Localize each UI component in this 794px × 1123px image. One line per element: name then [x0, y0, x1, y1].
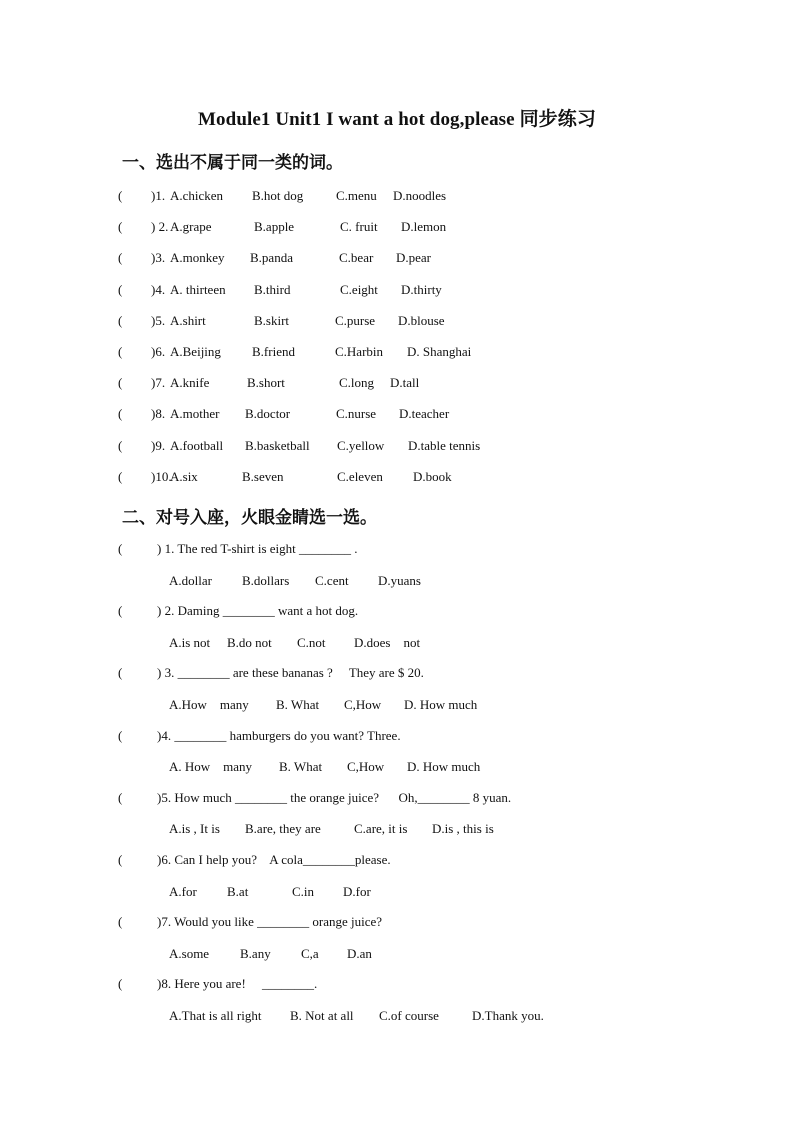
answer-blank: (: [118, 665, 123, 681]
option-d: D.an: [347, 945, 372, 961]
option-c: C,a: [301, 945, 319, 961]
question-number: )1.: [151, 188, 166, 203]
option-a: A.chicken: [170, 188, 224, 203]
question-stem: )7. Would you like ________ orange juice?: [157, 914, 383, 930]
option-c: C.menu: [336, 188, 377, 203]
option-a: A. How many: [169, 759, 253, 775]
option-d: D.table tennis: [408, 437, 481, 453]
option-c: C,How: [344, 696, 382, 712]
answer-blank: (: [118, 250, 123, 266]
question-number: )3.: [151, 250, 166, 266]
option-a: A.some: [169, 945, 210, 961]
option-a: A.is , It is: [169, 821, 220, 837]
question-number: )4.: [151, 281, 166, 297]
option-d: D. Shanghai: [407, 344, 472, 359]
answer-blank: (: [118, 312, 123, 328]
option-b: B. What: [276, 696, 320, 712]
question-number: )9.: [151, 437, 166, 453]
option-a: A.shirt: [170, 312, 206, 328]
option-c: C.Harbin: [335, 344, 384, 359]
option-b: B. What: [279, 759, 323, 775]
answer-blank: (: [118, 976, 123, 992]
question-number: )7.: [151, 375, 166, 391]
option-c: C.in: [292, 883, 315, 899]
option-d: D.is , this is: [432, 821, 494, 837]
answer-blank: (: [118, 603, 123, 619]
option-b: B.seven: [242, 468, 284, 484]
option-c: C.of course: [379, 1007, 439, 1023]
answer-blank: (: [118, 468, 123, 484]
answer-blank: (: [118, 219, 123, 235]
answer-blank: (: [118, 344, 123, 359]
option-b: B.panda: [250, 250, 293, 266]
option-d: D.tall: [390, 375, 420, 391]
option-d: D.thirty: [401, 281, 442, 297]
option-b: B.any: [240, 945, 271, 961]
option-d: D.noodles: [393, 188, 447, 203]
option-a: A.How many: [169, 696, 249, 712]
option-d: D.does not: [354, 634, 421, 650]
answer-blank: (: [118, 727, 123, 743]
answer-blank: (: [118, 188, 123, 203]
question-number: ) 2.: [151, 219, 169, 235]
option-c: C.eleven: [337, 468, 383, 484]
option-d: D.teacher: [399, 406, 450, 422]
option-b: B.skirt: [254, 312, 290, 328]
option-c: C.eight: [340, 281, 378, 297]
option-b: B.doctor: [245, 406, 291, 422]
question-number: )10.: [151, 468, 172, 484]
option-d: D.yuans: [378, 572, 421, 588]
option-b: B.are, they are: [245, 821, 321, 837]
answer-blank: (: [118, 541, 123, 556]
option-a: A.is not: [169, 634, 211, 650]
page-title: Module1 Unit1 I want a hot dog,please 同步练习: [198, 109, 596, 130]
option-c: C.long: [339, 375, 375, 391]
answer-blank: (: [118, 852, 123, 867]
question-stem: ) 2. Daming ________ want a hot dog.: [157, 603, 359, 619]
option-a: A.That is all right: [169, 1007, 262, 1023]
option-b: B.basketball: [245, 437, 310, 453]
option-c: C.nurse: [336, 406, 377, 422]
answer-blank: (: [118, 375, 123, 391]
question-stem: ) 3. ________ are these bananas ? They are $ 20.: [157, 665, 424, 681]
option-d: D.pear: [396, 250, 432, 266]
option-c: C. fruit: [340, 219, 378, 235]
option-b: B.short: [247, 375, 285, 391]
answer-blank: (: [118, 281, 123, 297]
option-a: A.football: [170, 437, 224, 453]
option-b: B.at: [227, 883, 249, 899]
option-a: A.knife: [170, 375, 210, 391]
option-c: C.bear: [339, 250, 374, 266]
option-d: D.for: [343, 883, 371, 899]
option-a: A.mother: [170, 406, 220, 422]
option-b: B.dollars: [242, 572, 290, 588]
question-number: )8.: [151, 406, 166, 422]
option-a: A.monkey: [170, 250, 225, 266]
section-1-heading: 一、选出不属于同一类的词。: [122, 153, 343, 173]
option-a: A.Beijing: [170, 344, 221, 359]
question-stem: )8. Here you are! ________.: [157, 976, 318, 992]
option-a: A.dollar: [169, 572, 212, 588]
option-a: A.grape: [170, 219, 212, 235]
option-b: B.third: [254, 281, 291, 297]
answer-blank: (: [118, 406, 123, 422]
question-stem: )4. ________ hamburgers do you want? Three.: [157, 727, 401, 743]
option-b: B.hot dog: [252, 188, 304, 203]
question-number: )5.: [151, 312, 166, 328]
option-b: B.do not: [227, 634, 272, 650]
option-d: D.lemon: [401, 219, 447, 235]
option-a: A.six: [170, 468, 198, 484]
option-b: B.friend: [252, 344, 295, 359]
question-stem: ) 1. The red T-shirt is eight ________ .: [157, 541, 358, 556]
option-d: D.blouse: [398, 312, 445, 328]
answer-blank: (: [118, 437, 123, 453]
option-c: C.purse: [335, 312, 376, 328]
option-d: D. How much: [407, 759, 481, 775]
option-d: D. How much: [404, 696, 478, 712]
option-c: C,How: [347, 759, 385, 775]
option-c: C.cent: [315, 572, 349, 588]
option-a: A. thirteen: [170, 281, 226, 297]
answer-blank: (: [118, 789, 123, 805]
option-c: C.are, it is: [354, 821, 408, 837]
section-2-heading: 二、对号入座，火眼金睛选一选。: [122, 508, 377, 528]
question-stem: )6. Can I help you? A cola________please.: [157, 852, 391, 867]
option-d: D.book: [413, 468, 452, 484]
answer-blank: (: [118, 914, 123, 930]
question-number: )6.: [151, 344, 166, 359]
option-d: D.Thank you.: [472, 1007, 544, 1023]
option-c: C.yellow: [337, 437, 385, 453]
option-b: B.apple: [254, 219, 295, 235]
option-c: C.not: [297, 634, 326, 650]
option-a: A.for: [169, 883, 197, 899]
question-stem: )5. How much ________ the orange juice? Oh,________ 8 yuan.: [157, 789, 512, 805]
option-b: B. Not at all: [290, 1007, 354, 1023]
